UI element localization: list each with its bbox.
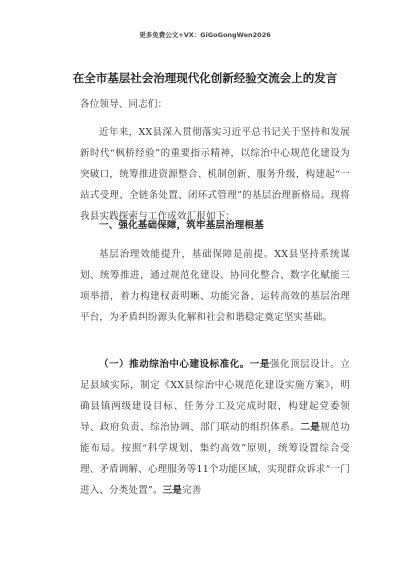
paragraph-1 [80, 122, 350, 227]
document-title: 在全市基层社会治理现代化创新经验交流会上的发言 [72, 71, 338, 85]
point-text-1: 强化顶层设计。立足县域实际，制定《XX县综治中心规范化建设实施方案》，明确县镇两级建设目标、任务分工及完成时限，构建起党委领导、政府负责、综治协调、部门联动的组织体系。 [80, 359, 350, 433]
point-marker-1: 一是 [249, 359, 270, 370]
paragraph-3 [80, 354, 350, 501]
salutation [80, 94, 350, 115]
paragraph-2-text: 基层治理效能提升，基础保障是前提。XX县坚持系统谋划、统筹推进，通过规范化建设、协同化整合、数字化赋能三项举措，着力构建权责明晰、功能完备、运转高效的基层治理平台，为矛盾纠纷源头化解和社会和谐稳定奠定坚实基础。 [80, 249, 350, 323]
salutation-text: 各位领导、同志们： [80, 99, 168, 110]
paragraph-2 [80, 244, 350, 328]
subheading-1: （一）推动综治中心建设标准化。 [99, 359, 250, 370]
point-marker-2: 二是 [300, 422, 321, 433]
point-text-3: 完善 [182, 485, 202, 496]
header-note: 更多免费公文+VX：GiGoGongWen2026 [139, 31, 271, 39]
point-text-2: 规范功能布局。按照“科学规划、集约高效”原则，统筹设置综合受理、矛盾调解、心理服务等11个功能区域，实现群众诉求“一门进入、分类处置”。 [80, 422, 351, 496]
paragraph-1-text: 近年来，XX县深入贯彻落实习近平总书记关于坚持和发展新时代“枫桥经验”的重要指示精神，以综治中心规范化建设为突破口，统筹推进资源整合、机制创新、服务升级，构建起“一站式受理、全链条处置、闭环式管理”的基层治理新格局。现将我县实践探索与工作成效汇报如下： [80, 127, 350, 222]
section-heading-1-text: 一、强化基础保障，筑牢基层治理根基 [99, 220, 264, 231]
point-marker-3: 三是 [162, 485, 183, 496]
section-heading-1 [80, 215, 350, 236]
paragraph-3-text [80, 354, 350, 501]
